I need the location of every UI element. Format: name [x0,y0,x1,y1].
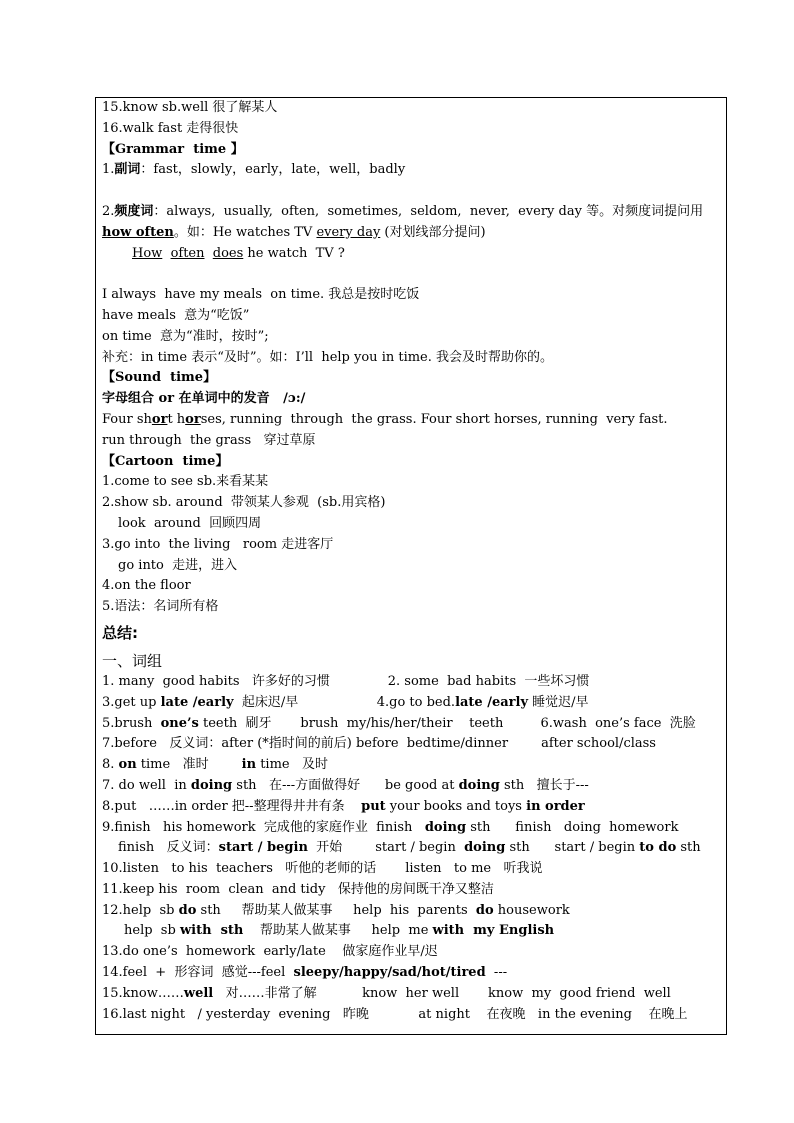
document-content [102,98,722,1025]
text-segment: in order [526,798,585,814]
text-segment: look around 回顾四周 [118,515,262,531]
text-segment: 1.come to see sb.来看某某 [102,474,269,490]
text-segment: often [170,245,205,261]
text-segment: 5.brush [102,715,161,731]
text-line [102,644,722,672]
text-segment: 2. [102,203,115,219]
text-line [102,160,722,181]
text-segment: 4.on the floor [102,578,191,594]
text-segment: 3.go into the living room 走进客厅 [102,536,334,552]
text-line [102,119,722,140]
text-line [102,244,722,265]
text-line [102,921,722,942]
text-line [102,285,722,306]
text-line [102,493,722,514]
text-segment: 【Cartoon time】 [102,453,229,469]
text-segment: have meals 意为“吃饭” [102,307,250,323]
text-segment: 【Sound time】 [102,370,217,386]
text-line [102,672,722,693]
text-line [102,389,722,410]
text-segment: 8.put ……in order 把--整理得井井有条 [102,798,362,814]
text-segment: in [241,757,257,773]
blank-line [102,181,722,202]
text-line [102,348,722,369]
text-segment: ：fast，slowly，early，late，well，badly [140,162,406,178]
text-segment: doing [190,777,233,793]
text-line [102,327,722,348]
text-segment: or [151,411,168,427]
text-segment: every day [316,224,381,240]
text-segment: 总结: [102,623,138,642]
text-segment: one’s [160,715,199,731]
text-segment: well [183,985,214,1001]
text-line [102,901,722,922]
text-line [102,576,722,597]
text-line [102,514,722,535]
text-segment: sth 帮助某人做某事 help his parents [196,902,476,918]
text-segment: 16.last night / yesterday evening 昨晚 at night 在夜晚 in the evening 在晚上 [102,1006,688,1022]
text-line [102,942,722,963]
text-segment: how often [102,224,174,240]
text-line [102,98,722,119]
text-segment: doing [424,819,467,835]
text-segment: time 及时 [256,757,328,773]
text-segment: on time 意为“准时，按时”; [102,328,269,344]
text-segment: 16.walk fast 走得很快 [102,120,239,136]
text-segment: on [118,757,137,773]
text-line [102,618,722,644]
text-segment: sth start / begin [505,840,640,856]
text-segment: 2.show sb. around 带领某人参观 (sb.用宾格) [102,495,386,511]
text-segment: 【Grammar time 】 [102,141,244,157]
text-line [102,535,722,556]
text-line [102,734,722,755]
text-line [102,714,722,735]
text-segment: 1. many good habits 许多好的习惯 2. some bad habits 一些坏习惯 [102,673,590,689]
text-line [102,838,722,859]
text-segment: 7.before 反义词：after (*指时间的前后) before bedtime/dinner after school/class [102,736,656,752]
text-segment: 。如：He watches TV [173,224,317,240]
text-segment: late /early [455,694,529,710]
text-segment: 字母组合 or 在单词中的发音 /ɔ:/ [102,391,306,407]
text-line [102,452,722,473]
text-line [102,1005,722,1026]
text-segment: to do [639,840,677,856]
text-segment: 对……非常了解 know her well know my good friend well [213,985,671,1001]
text-segment: sth finish doing homework [466,819,679,835]
text-segment: with sth [179,923,244,939]
text-segment: 9.finish his homework 完成他的家庭作业 finish [102,819,425,835]
text-segment: do [475,902,494,918]
text-line [102,410,722,431]
text-segment: help sb [124,923,180,939]
text-segment: late /early [160,694,234,710]
text-segment: ses, running through the grass. Four short horses, running very fast. [200,411,668,427]
text-line [102,597,722,618]
text-line [102,223,722,244]
text-segment: 起床迟/早 4.go to bed. [233,694,456,710]
text-segment [162,246,170,261]
text-line [102,755,722,776]
text-line [102,880,722,901]
text-line [102,693,722,714]
text-segment: teeth 刷牙 brush my/his/her/their teeth 6.wash one’s face 洗脸 [198,715,696,731]
text-segment: 12.help sb [102,902,179,918]
text-segment: 7. do well in [102,777,191,793]
text-segment: t h [167,411,186,427]
text-segment: ：always, usually, often, sometimes, seldom, never, every day 等。对频度词提问用 [153,203,704,219]
text-segment: 帮助某人做某事 help me [243,923,433,939]
text-segment: 8. [102,757,119,773]
text-line [102,859,722,880]
text-segment: 15.know sb.well 很了解某人 [102,100,278,115]
text-line [102,306,722,327]
text-segment: sth 擅长于--- [499,777,589,793]
text-line [102,368,722,389]
text-segment: 5.语法：名词所有格 [102,599,219,615]
text-segment: with my English [432,923,555,939]
text-segment: do [178,902,197,918]
text-segment: 3.get up [102,694,161,710]
text-segment: 一、词组 [102,651,163,670]
text-line [102,202,722,223]
text-segment: 开始 start / begin [307,840,465,856]
text-segment: run through the grass 穿过草原 [102,432,316,448]
text-segment: 11.keep his room clean and tidy 保持他的房间既干净又整洁 [102,881,494,897]
text-segment: start / begin [218,840,308,856]
text-segment: --- [485,965,508,981]
text-segment: (对划线部分提问) [380,224,486,240]
text-segment: he watch TV ? [243,245,345,261]
text-segment: 频度词 [114,203,154,219]
text-segment: sth 在---方面做得好 be good at [232,777,459,793]
text-segment: 13.do one’s homework early/late 做家庭作业早/迟 [102,944,438,960]
text-segment: sleepy/happy/sad/hot/tired [293,965,486,981]
text-segment: housework [493,902,570,918]
text-line [102,797,722,818]
text-segment: finish 反义词： [118,840,219,856]
text-segment [205,246,213,261]
text-segment: time 准时 [136,757,242,773]
text-segment: or [185,411,201,427]
text-segment: put [361,798,386,814]
text-line [102,818,722,839]
text-segment: go into 走进，进入 [118,557,238,573]
text-segment: 睡觉迟/早 [528,694,589,710]
blank-line [102,264,722,285]
text-segment: I always have my meals on time. 我总是按时吃饭 [102,287,420,303]
text-line [102,984,722,1005]
text-segment: sth [676,840,701,856]
text-line [102,472,722,493]
text-segment: doing [458,777,500,793]
text-segment: How [132,245,163,261]
text-line [102,556,722,577]
text-segment: 补充：in time 表示“及时”。如：I’ll help you in time. 我会及时帮助你的。 [102,349,554,365]
text-segment: 1. [102,162,115,178]
text-segment: your books and toys [385,798,527,814]
text-segment: 副词 [114,162,141,178]
text-segment: 14.feel + 形容词 感觉---feel [102,965,294,981]
text-segment: does [212,245,244,261]
text-line [102,963,722,984]
text-line [102,431,722,452]
text-segment: Four sh [102,411,152,427]
text-line [102,776,722,797]
text-segment: doing [464,840,506,856]
text-segment: 15.know…… [102,985,184,1001]
text-line [102,140,722,161]
text-segment: 10.listen to his teachers 听他的老师的话 listen to me 听我说 [102,861,543,877]
